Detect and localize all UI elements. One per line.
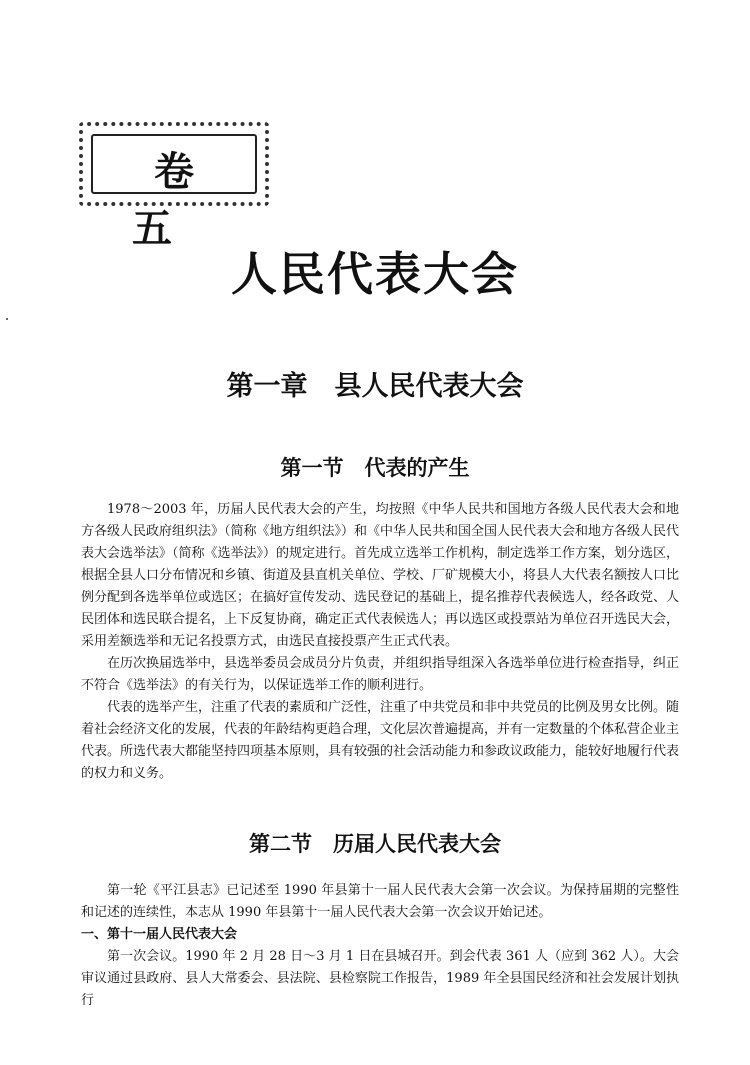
section-1-body (81, 499, 679, 785)
paragraph: 代表的选举产生，注重了代表的素质和广泛性，注重了中共党员和非中共党员的比例及男女比例。随着社会经济文化的发展，代表的年龄结构更趋合理，文化层次普遍提高，并有一定数量的个体私营企业主代表。所选代表大都能坚持四项基本原则，具有较强的社会活动能力和参政议政能力，能较好地履行代表的权力和义务。 (81, 700, 680, 781)
paragraph: 1978～2003 年，历届人民代表大会的产生，均按照《中华人民共和国地方各级人民代表大会和地方各级人民政府组织法》（简称《地方组织法》）和《中华人民共和国全国人民代表大会和地方各级人民代表大会选举法》（简称《选举法》）的规定进行。首先成立选举工作机构，制定选举工作方案，划分选区，根据全县人口分布情况和乡镇、街道及县直机关单位、学校、厂矿规模大小，将县人大代表名额按人口比例分配到各选举单位或选区；在搞好宣传发动、选民登记的基础上，提名推荐代表候选人，经各政党、人民团体和选民联合提名，上下反复协商，确定正式代表候选人；再以选区或投票站为单位召开选民大会，采用差额选举和无记名投票方式，由选民直接投票产生正式代表。 (81, 502, 680, 649)
subheading: 一、第十一届人民代表大会 (81, 927, 238, 942)
part-title: 人民代表大会 (231, 247, 519, 301)
paragraph: 第一次会议。1990 年 2 月 28 日～3 月 1 日在县城召开。到会代表 361 人（应到 362 人）。大会审议通过县政府、县人大常委会、县法院、县检察院工作报告，1989 年全县国民经济和社会发展计划执行 (81, 949, 679, 1008)
volume-title: 卷 五 (132, 149, 238, 252)
volume-frame (79, 122, 269, 252)
section-title-1: 第一节 代表的产生 (280, 456, 470, 480)
chapter-title: 第一章 县人民代表大会 (226, 371, 524, 402)
paragraph: 第一轮《平江县志》已记述至 1990 年县第十一届人民代表大会第一次会议。为保持届期的完整性和记述的连续性，本志从 1990 年县第十一届人民代表大会第一次会议开始记述。 (81, 883, 679, 920)
scan-speck (6, 318, 8, 320)
section-title-2: 第二节 历届人民代表大会 (249, 832, 501, 856)
paragraph: 在历次换届选举中，县选举委员会成员分片负责，并组织指导组深入各选举单位进行检查指导，纠正不符合《选举法》的有关行为，以保证选举工作的顺利进行。 (81, 656, 680, 693)
section-2-body (81, 880, 679, 1012)
